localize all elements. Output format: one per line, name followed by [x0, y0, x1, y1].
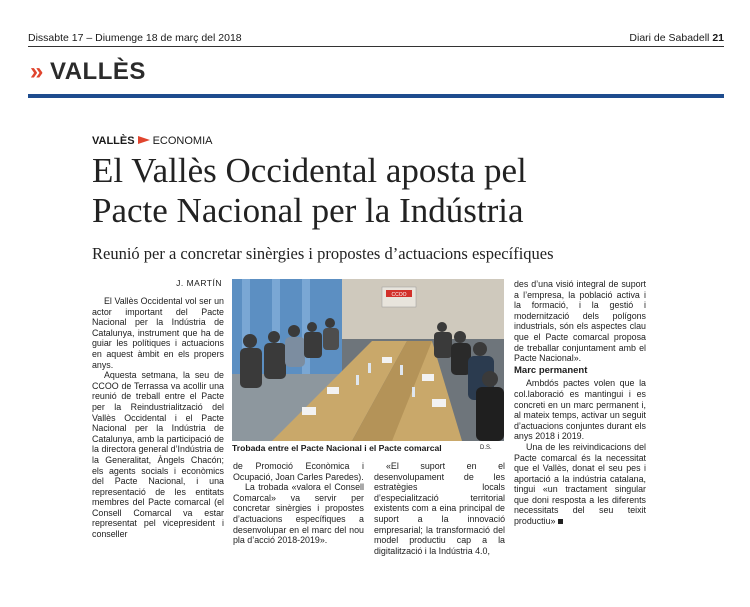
paragraph: Ambdós pactes volen que la col.laboració es mantingui i es concreti en un marc permanent i, al mateix temps, activar un seguit d’actuacions conjuntes durant els anys 2018 i 2019. [514, 378, 646, 442]
kicker-arrow-icon [138, 136, 150, 144]
byline: J. MARTÍN [176, 278, 222, 288]
photo-caption: Trobada entre el Pacte Nacional i el Pacte comarcal [232, 443, 442, 453]
meeting-photo-illustration [232, 279, 504, 441]
kicker-topic: ECONOMIA [152, 135, 213, 147]
paper-title: Diari de Sabadell [629, 32, 710, 44]
paragraph: de Promoció Econòmica i Ocupació, Joan Carles Paredes). [233, 461, 364, 482]
paragraph-text: Una de les reivindicacions del Pacte comarcal és la necessitat que el Vallès, donat el seu pes i aportació a la indústria catalana, tingui «un tractament singular que doni resposta a les diferents necessitats del seu teixit productiu» [514, 441, 646, 527]
headline [92, 151, 702, 231]
paper-name [629, 30, 724, 46]
article-column-4 [514, 279, 646, 527]
meeting-photo [232, 279, 504, 441]
paragraph: des d’una visió integral de suport a l’empresa, la població activa i la formació, i la gestió i modernització dels polígons industrials, són els aspectes clau que el Pacte comarcal proposa de treballar conjuntament amb el Pacte Nacional». [514, 279, 646, 364]
end-mark-icon [558, 519, 563, 524]
section-header [28, 56, 724, 98]
article-column-3 [374, 461, 505, 556]
photo-credit: D.S. [480, 445, 492, 451]
photo-sign-text: CCOO [391, 292, 407, 298]
paragraph: «El suport en el desenvolupament de les estratègies locals d’especialització territorial existents com a eina principal de suport a la innovació empresarial; la transformació del model productiu cap a la digitalització i la Indústria 4.0, [374, 461, 505, 556]
headline-line-1: El Vallès Occidental aposta pel [92, 151, 527, 190]
paragraph: Aquesta setmana, la seu de CCOO de Terrassa va acollir una reunió de treball entre el Pacte per la Reindustrialització del Vallès Occidental i el Pacte Nacional per la Indústria de Catalunya, amb la participació de la directora general d’Indústria de la Generalitat, Àngels Chacón; els agents socials i econòmics del Pacte Nacional, i una representació de les entitats membres del Pacte comarcal (el Consell Comarcal va estar representat pel vicepresident i conseller [92, 370, 224, 540]
kicker-region: VALLÈS [92, 135, 135, 147]
section-name: VALLÈS [50, 58, 146, 85]
article-column-2 [233, 461, 364, 546]
column-subhead: Marc permanent [514, 364, 588, 376]
issue-date: Dissabte 17 – Diumenge 18 de març del 2018 [28, 32, 242, 44]
section-chevron: » [30, 58, 44, 85]
headline-line-2: Pacte Nacional per la Indústria [92, 191, 524, 230]
page-header [28, 30, 724, 47]
article-column-1 [92, 296, 224, 540]
paragraph: El Vallès Occidental vol ser un actor important del Pacte Nacional per la Indústria de Catalunya, instrument que ha de guiar les polítiques i actuacions en aquest àmbit en els propers anys. [92, 296, 224, 370]
paragraph [514, 442, 646, 527]
subheadline: Reunió per a concretar sinèrgies i propostes d’actuacions específiques [92, 244, 554, 263]
kicker [92, 134, 212, 148]
page-number: 21 [712, 32, 724, 44]
paragraph: La trobada «valora el Consell Comarcal» va servir per concretar sinèrgies i propostes d’actuacions específiques a desenvolupar en el marc del nou pla d’acció 2018-2019». [233, 482, 364, 546]
